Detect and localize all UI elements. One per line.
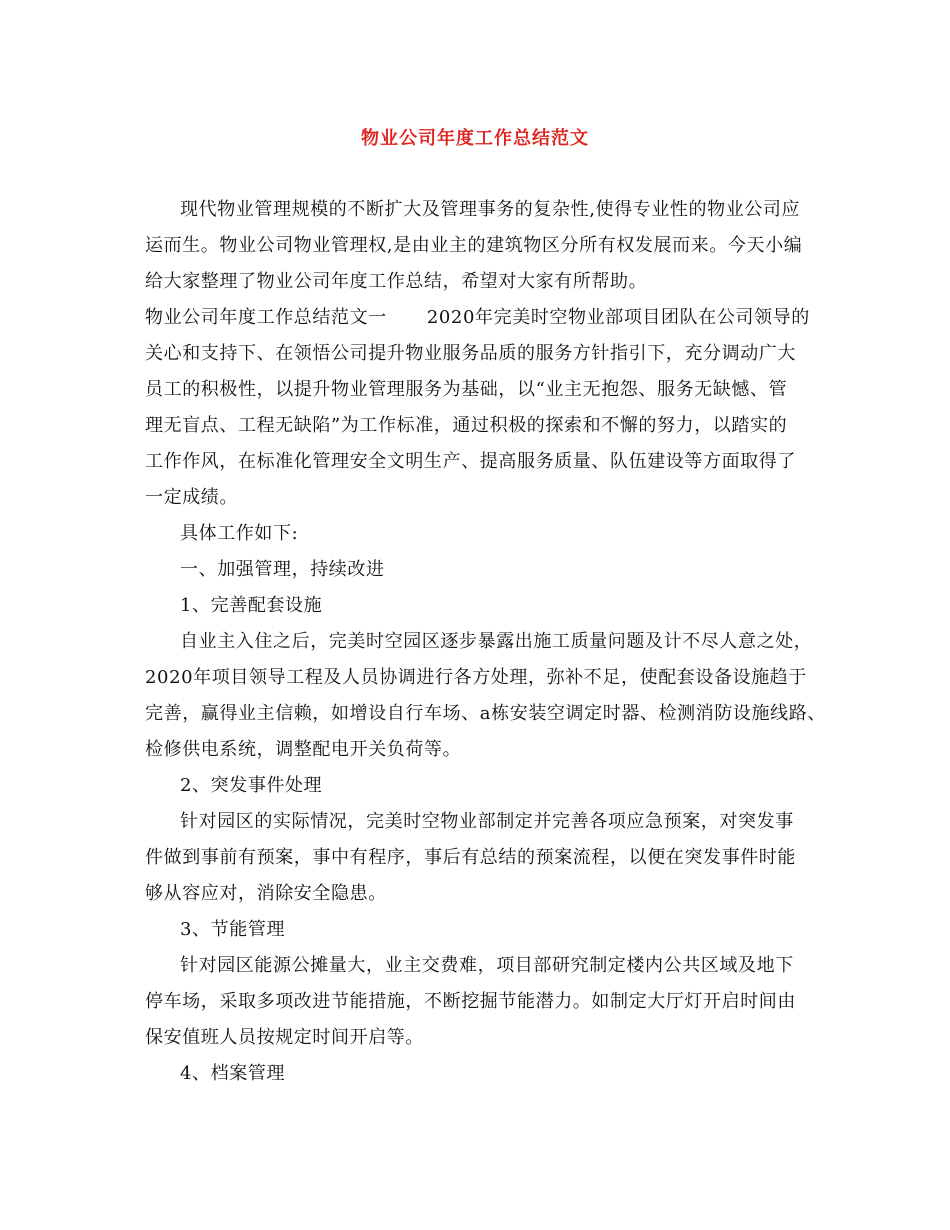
subsection-heading: 2、突发事件处理 xyxy=(180,775,323,796)
body-line: 员工的积极性，以提升物业管理服务为基础，以“业主无抱怨、服务无缺憾、管 xyxy=(145,379,788,400)
body-line: 完善，赢得业主信赖，如增设自行车场、a栋安装空调定时器、检测消防设施线路、 xyxy=(145,703,826,724)
body-line: 2020年项目领导工程及人员协调进行各方处理，弥补不足，使配套设备设施趋于 xyxy=(145,667,808,688)
body-line: 工作作风，在标准化管理安全文明生产、提高服务质量、队伍建设等方面取得了 xyxy=(145,451,796,472)
body-line: 针对园区的实际情况，完美时空物业部制定并完善各项应急预案，对突发事 xyxy=(180,811,794,832)
section-heading: 一、加强管理，持续改进 xyxy=(180,559,385,580)
body-line: 一定成绩。 xyxy=(145,487,238,508)
subsection-heading: 4、档案管理 xyxy=(180,1063,286,1084)
body-text: 2020年完美时空物业部项目团队在公司领导的 xyxy=(426,307,810,328)
body-line: 关心和支持下、在领悟公司提升物业服务品质的服务方针指引下，充分调动广大 xyxy=(145,343,796,364)
body-line: 自业主入住之后，完美时空园区逐步暴露出施工质量问题及计不尽人意之处， xyxy=(180,631,813,652)
body-line: 给大家整理了物业公司年度工作总结，希望对大家有所帮助。 xyxy=(145,271,648,292)
body-line: 运而生。物业公司物业管理权,是由业主的建筑物区分所有权发展而来。今天小编 xyxy=(145,235,803,256)
body-line: 件做到事前有预案，事中有程序，事后有总结的预案流程，以便在突发事件时能 xyxy=(145,847,796,868)
body-line: 够从容应对，消除安全隐患。 xyxy=(145,883,387,904)
body-line: 保安值班人员按规定时间开启等。 xyxy=(145,1027,424,1048)
document-title: 物业公司年度工作总结范文 xyxy=(361,128,589,149)
subsection-heading: 3、节能管理 xyxy=(180,919,286,940)
body-line: 现代物业管理规模的不断扩大及管理事务的复杂性,使得专业性的物业公司应 xyxy=(180,199,801,220)
body-line: 针对园区能源公摊量大，业主交费难，项目部研究制定楼内公共区域及地下 xyxy=(180,955,794,976)
body-line: 具体工作如下: xyxy=(180,523,299,544)
section-heading: 物业公司年度工作总结范文一 xyxy=(145,307,387,328)
body-line: 理无盲点、工程无缺陷”为工作标准，通过积极的探索和不懈的努力，以踏实的 xyxy=(145,415,788,436)
body-line: 停车场，采取多项改进节能措施，不断挖掘节能潜力。如制定大厅灯开启时间由 xyxy=(145,991,796,1012)
body-line xyxy=(145,306,810,330)
subsection-heading: 1、完善配套设施 xyxy=(180,595,323,616)
body-line: 检修供电系统，调整配电开关负荷等。 xyxy=(145,739,462,760)
